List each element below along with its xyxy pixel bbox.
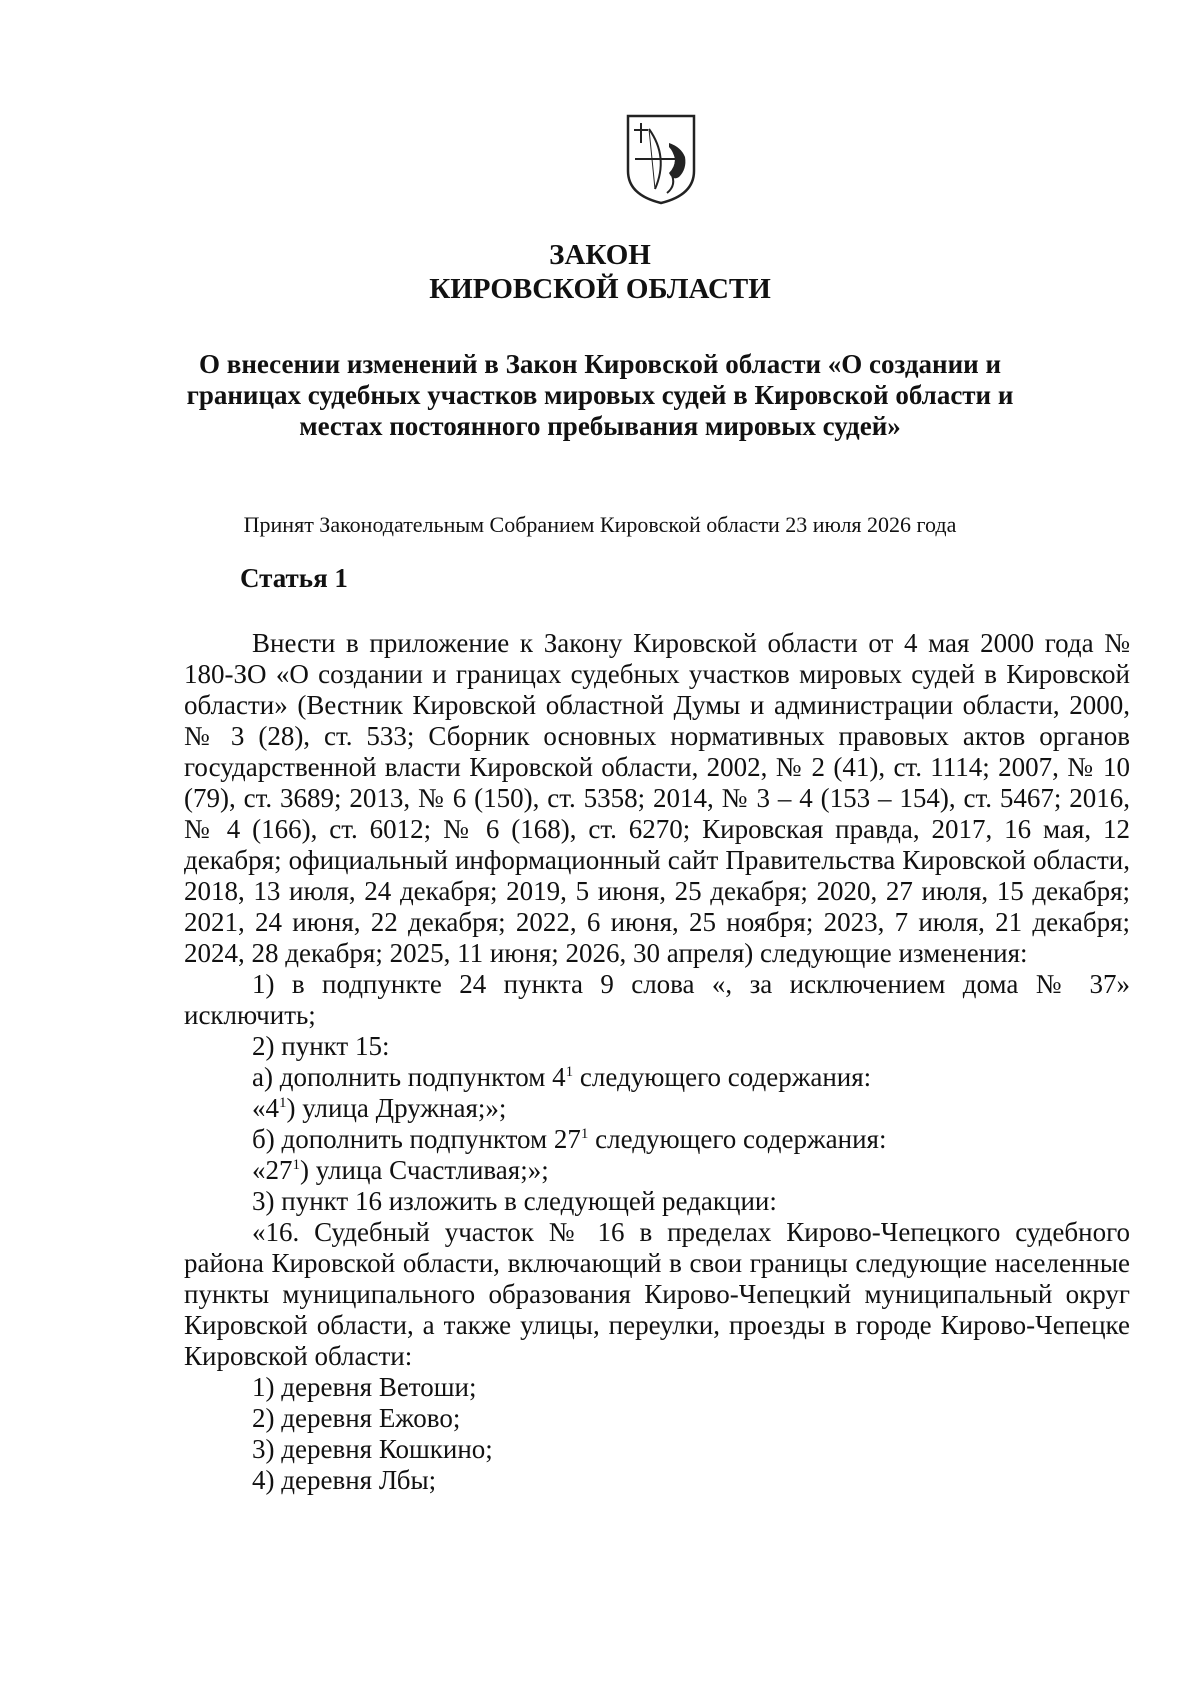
item-2a-quote-text: «4 [252,1093,279,1123]
amendment-item-2b [184,1124,1130,1155]
amendment-item-2: 2) пункт 15: [252,1031,390,1061]
village-list-item: 2) деревня Ежово; [252,1403,461,1433]
village-list-item: 4) деревня Лбы; [252,1465,437,1495]
article-heading: Статья 1 [240,563,348,593]
item-2a-text-end: следующего содержания: [573,1062,872,1092]
adoption-note: Принят Законодательным Собранием Кировской области 23 июля 2026 года [243,512,957,537]
village-list-item: 1) деревня Ветоши; [252,1372,477,1402]
kirov-coat-of-arms-icon [625,113,697,205]
court-district-16-paragraph: «16. Судебный участок № 16 в пределах Кирово-Чепецкого судебного района Кировской области, включающий в свои границы следующие населенные пункты муниципального образования Кирово-Чепецкий муниципальный округ Кировской области, а также улицы, переулки, проезды в городе Кирово-Чепецке Кировской области: [184,1217,1130,1371]
law-region-title: КИРОВСКОЙ ОБЛАСТИ [429,273,771,305]
article-intro-paragraph: Внести в приложение к Закону Кировской области от 4 мая 2000 года № 180-ЗО «О создании и границах судебных участков мировых судей в Кировской области» (Вестник Кировской областной Думы и администрации области, 2000, № 3 (28), ст. 533; Сборник основных нормативных правовых актов органов государственной власти Кировской области, 2002, № 2 (41), ст. 1114; 2007, № 10 (79), ст. 3689; 2013, № 6 (150), ст. 5358; 2014, № 3 – 4 (153 – 154), ст. 5467; 2016, № 4 (166), ст. 6012; № 6 (168), ст. 6270; Кировская правда, 2017, 16 мая, 12 декабря; официальный информационный сайт Правительства Кировской области, 2018, 13 июля, 24 декабря; 2019, 5 июня, 25 декабря; 2020, 27 июля, 15 декабря; 2021, 24 июня, 22 декабря; 2022, 6 июня, 25 ноября; 2023, 7 июля, 21 декабря; 2024, 28 декабря; 2025, 11 июня; 2026, 30 апреля) следующие изменения: [184,628,1130,968]
amendment-item-2b-quote [184,1155,1130,1186]
item-2a-quote-superscript: 1 [279,1095,287,1111]
law-subtitle: О внесении изменений в Закон Кировской области «О создании и границах судебных участков мировых судей в Кировской области и местах постоянного пребывания мировых судей» [186,349,1014,441]
item-2b-quote-text-end: ) улица Счастливая;»; [300,1155,549,1185]
item-2b-text-end: следующего содержания: [588,1124,887,1154]
item-2b-quote-text: «27 [252,1155,293,1185]
item-2a-text: а) дополнить подпунктом 4 [252,1062,566,1092]
law-title: ЗАКОН [549,239,651,271]
item-2b-text: б) дополнить подпунктом 27 [252,1124,581,1154]
item-2b-quote-superscript: 1 [292,1157,300,1173]
amendment-item-3: 3) пункт 16 изложить в следующей редакции: [252,1186,777,1216]
item-2a-quote-text-end: ) улица Дружная;»; [286,1093,507,1123]
amendment-item-2a-quote [184,1093,1130,1124]
amendment-item-1: 1) в подпункте 24 пункта 9 слова «, за исключением дома № 37» исключить; [184,969,1130,1030]
amendment-item-2a [184,1062,1130,1093]
item-2b-superscript: 1 [580,1126,589,1142]
item-2a-superscript: 1 [565,1064,574,1080]
village-list-item: 3) деревня Кошкино; [252,1434,493,1464]
article-body [184,628,1130,1496]
